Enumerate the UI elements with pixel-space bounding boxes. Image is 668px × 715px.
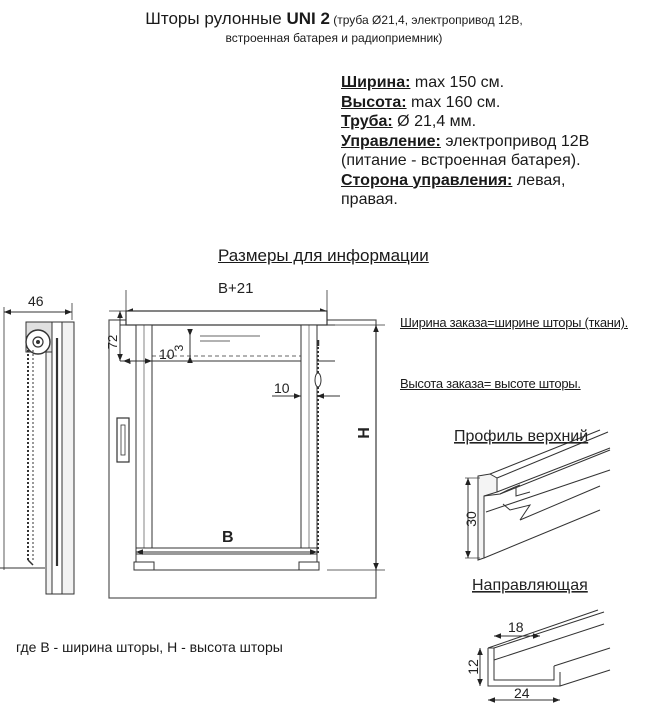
dim-side-depth: 46 (28, 293, 44, 309)
spec-side-label: Сторона управления: (341, 171, 513, 189)
spec-width-value: max 150 см. (410, 74, 505, 91)
guide-top-width: 18 (508, 619, 524, 635)
info-heading: Размеры для информации (218, 246, 429, 265)
dim-height: H (356, 427, 373, 439)
guide-bottom-width: 24 (514, 685, 530, 701)
front-view (109, 290, 385, 598)
dim-margin-right: 10 (274, 380, 290, 396)
spec-control-value2: (питание - встроенная батарея). (341, 152, 581, 169)
profile-top-height: 30 (463, 511, 479, 527)
title-model: UNI 2 (286, 9, 330, 28)
spec-height-value: max 160 см. (406, 93, 501, 111)
spec-tube-label: Труба: (341, 113, 393, 130)
dim-offset-small: 3 (172, 344, 186, 352)
order-width-note: Ширина заказа=ширине шторы (ткани). (400, 315, 628, 330)
guide-height: 12 (465, 659, 481, 675)
spec-control-value: электропривод 12В (440, 132, 590, 150)
guide-drawing (480, 610, 610, 700)
profile-top-heading: Профиль верхний (454, 428, 589, 445)
guide-heading: Направляющая (472, 577, 588, 594)
dim-top-width: B+21 (218, 280, 254, 297)
spec-side-value2: правая. (341, 191, 398, 208)
spec-side-value: левая, (512, 171, 566, 189)
title-note-line2: встроенная батарея и радиоприемник) (225, 31, 443, 45)
spec-control-label: Управление: (341, 132, 441, 150)
spec-tube-value: Ø 21,4 мм. (392, 113, 477, 130)
side-view (0, 303, 74, 594)
order-height-note: Высота заказа= высоте шторы. (400, 376, 581, 391)
dim-margin-left: 10 (159, 346, 175, 362)
spec-width-label: Ширина: (341, 74, 411, 91)
profile-top-drawing (465, 430, 610, 560)
dim-bottom-width: B (222, 529, 234, 546)
legend-note: где B - ширина шторы, Н - высота шторы (16, 639, 283, 655)
title-prefix: Шторы рулонные (145, 9, 287, 28)
title-note-line1: (труба Ø21,4, электропривод 12В, (329, 13, 523, 27)
spec-height-label: Высота: (341, 93, 407, 111)
dim-top-gap: 72 (105, 334, 120, 350)
